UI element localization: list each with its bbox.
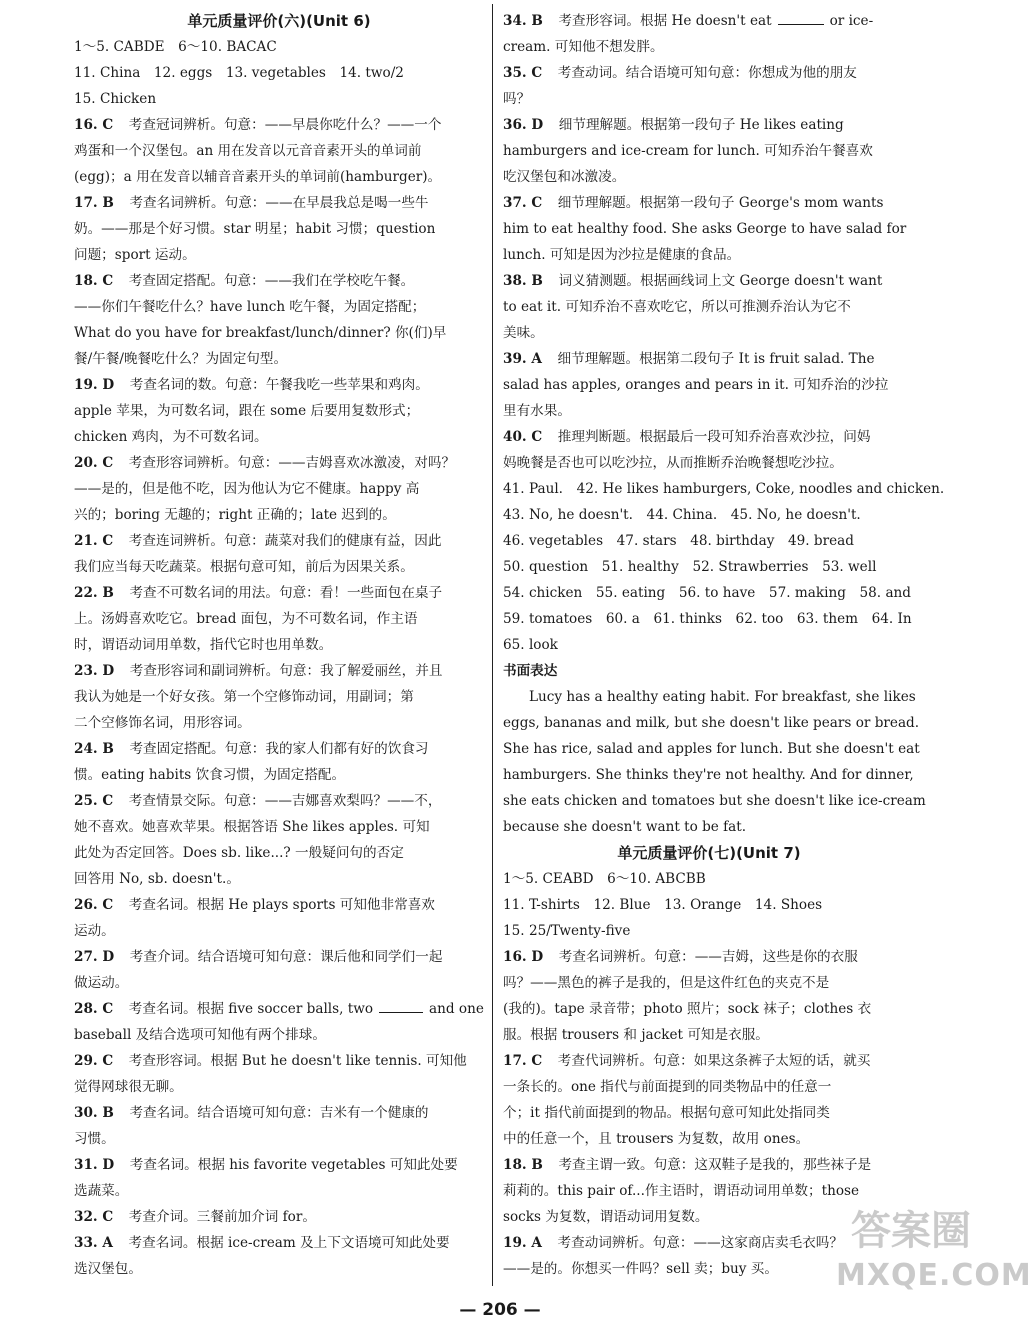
text-line [74,918,484,944]
text-line [503,1100,915,1126]
text-line [74,1256,484,1282]
explanation-text: 考查动词辨析。句意：——这家商店卖毛衣吗？ [557,1235,843,1251]
line-text: What do you have for breakfast/lunch/dinner? 你(们)早 [74,325,447,341]
right-column [503,8,945,1282]
line-text: 兴的；boring 无趣的；right 正确的；late 迟到的。 [74,507,396,523]
question-number: 16. C [74,117,127,133]
question-number: 18. C [74,273,127,289]
text-line [74,190,484,216]
text-line [503,1048,915,1074]
line-text: 一条长的。one 指代与前面提到的同类物品中的任意一 [503,1079,832,1095]
text-line [74,996,484,1022]
text-line [74,60,484,86]
fill-blank [778,12,824,25]
line-text: 二个空修饰名词，用形容词。 [74,715,251,731]
question-number: 22. B [74,585,128,601]
unit6-answer-lines-continued [503,8,945,658]
question-number: 39. A [503,351,556,367]
text-line [74,1022,484,1048]
line-text: 中的任意一个，且 trousers 为复数，故用 ones。 [503,1131,810,1147]
line-text: 选蔬菜。 [74,1183,129,1199]
explanation-text: 考查形容词。根据 He doesn't eat [558,13,772,29]
text-line [503,164,915,190]
line-text: 我们应当每天吃蔬菜。根据句意可知，前后为因果关系。 [74,559,414,575]
line-text: 吃汉堡包和冰激凌。 [503,169,626,185]
text-line [503,242,915,268]
question-number: 23. D [74,663,128,679]
text-line [74,346,484,372]
text-line [74,762,484,788]
text-line [74,736,484,762]
text-line [74,242,484,268]
question-number: 17. C [503,1053,556,1069]
writing-essay [503,684,926,840]
line-text: 妈晚餐是否也可以吃沙拉，从而推断乔治晚餐想吃沙拉。 [503,455,843,471]
line-text: 15. 25/Twenty-five [503,923,631,939]
explanation-text: 考查名词辨析。句意：——吉姆，这些是你的衣服 [558,949,858,965]
explanation-text: 考查名词。根据 five soccer balls, two [128,1001,374,1017]
text-line [74,164,484,190]
question-number: 30. B [74,1105,128,1121]
question-number: 34. B [503,13,557,29]
explanation-text: 词义猜测题。根据画线词上文 George doesn't want [558,273,883,289]
text-line [503,398,915,424]
explanation-text: 考查介词。结合语境可知句意：课后他和同学们一起 [129,949,443,965]
text-line [74,528,484,554]
explanation-text: 细节理解题。根据第二段句子 It is fruit salad. The [557,351,875,367]
question-number: 26. C [74,897,127,913]
line-text: 美味。 [503,325,544,341]
line-text: ——是的，但是他不吃，因为他认为它不健康。happy 高 [74,481,420,497]
question-number: 24. B [74,741,128,757]
text-line [503,866,915,892]
question-number: 25. C [74,793,127,809]
text-line [503,502,915,528]
line-text: 运动。 [74,923,115,939]
explanation-text: 考查冠词辨析。句意：——早晨你吃什么？——一个 [128,117,442,133]
text-line [74,398,484,424]
line-text: lunch. 可知是因为沙拉是健康的食品。 [503,247,741,263]
text-line [503,1074,915,1100]
line-text: 1～5. CEABD 6～10. ABCBB [503,871,706,887]
text-line [503,918,915,944]
line-text: 吗？——黑色的裤子是我的，但是这件红色的夹克不是 [503,975,830,991]
text-line [74,632,484,658]
text-line [74,268,484,294]
text-line [74,450,484,476]
text-line [503,996,915,1022]
line-text-tail: and one [429,1001,484,1017]
text-line [503,450,915,476]
text-line [74,216,484,242]
text-line [503,632,915,658]
explanation-text: 考查情景交际。句意：——吉娜喜欢梨吗？——不， [128,793,442,809]
question-number: 32. C [74,1209,127,1225]
line-text: cream. 可知他不想发胖。 [503,39,664,55]
explanation-text: 考查不可数名词的用法。句意：看！一些面包在桌子 [129,585,443,601]
text-line [74,944,484,970]
line-text: 吗？ [503,91,531,107]
text-line [74,658,484,684]
watermark-logo [836,1206,1032,1316]
line-text: 11. T-shirts 12. Blue 13. Orange 14. Shoes [503,897,823,913]
line-text: 选汉堡包。 [74,1261,142,1277]
text-line [74,814,484,840]
line-text: 11. China 12. eggs 13. vegetables 14. two/2 [74,65,404,81]
line-text: 1～5. CABDE 6～10. BACAC [74,39,277,55]
question-number: 20. C [74,455,127,471]
text-line [74,34,484,60]
line-text: 问题；sport 运动。 [74,247,196,263]
line-text: apple 苹果，为可数名词，跟在 some 后要用复数形式； [74,403,420,419]
explanation-text: 考查介词。三餐前加介词 for。 [128,1209,316,1225]
unit6-heading: 单元质量评价(六)(Unit 6) [187,12,371,30]
text-line [503,1152,915,1178]
explanation-text: 考查固定搭配。句意：我的家人们都有好的饮食习 [129,741,429,757]
line-text: ——你们午餐吃什么？have lunch 吃午餐，为固定搭配； [74,299,426,315]
question-number: 37. C [503,195,556,211]
text-line [74,1204,484,1230]
text-line [74,138,484,164]
text-line [503,60,915,86]
line-text: chicken 鸡肉，为不可数名词。 [74,429,268,445]
explanation-text: 推理判断题。根据最后一段可知乔治喜欢沙拉，问妈 [557,429,871,445]
line-text: 46. vegetables 47. stars 48. birthday 49. bread [503,533,854,549]
explanation-text: 考查名词。根据 ice-cream 及上下文语境可知此处要 [128,1235,450,1251]
text-line [503,424,915,450]
line-text: socks 为复数，谓语动词用复数。 [503,1209,709,1225]
line-text: 觉得网球很无聊。 [74,1079,183,1095]
question-number: 31. D [74,1157,128,1173]
explanation-text: 考查名词。根据 He plays sports 可知他非常喜欢 [128,897,435,913]
unit6-answer-lines [74,34,484,1282]
line-text: to eat it. 可知乔治不喜欢吃它，所以可推测乔治认为它不 [503,299,851,315]
line-text: (我的)。tape 录音带；photo 照片；sock 袜子；clothes 衣 [503,1001,872,1017]
question-number: 38. B [503,273,557,289]
question-number: 28. C [74,1001,127,1017]
line-text: 服。根据 trousers 和 jacket 可知是衣服。 [503,1027,769,1043]
explanation-text: 细节理解题。根据第一段句子 George's mom wants [557,195,884,211]
essay-line: eggs, bananas and milk, but she doesn't like pears or bread. [503,715,920,731]
text-line [503,372,915,398]
text-line [74,112,484,138]
line-text: 15. Chicken [74,91,157,107]
text-line [503,892,915,918]
text-line [503,1178,915,1204]
text-line [74,606,484,632]
left-column [74,8,484,1282]
question-number: 16. D [503,949,557,965]
text-line [74,580,484,606]
explanation-text: 考查形容词。根据 But he doesn't like tennis. 可知他 [128,1053,467,1069]
text-line [74,372,484,398]
line-text: salad has apples, oranges and pears in it. 可知乔治的沙拉 [503,377,889,393]
explanation-text: 考查动词。结合语境可知句意：你想成为他的朋友 [557,65,857,81]
unit7-heading: 单元质量评价(七)(Unit 7) [617,844,801,862]
essay-line: hamburgers. She thinks they're not healthy. And for dinner, [503,767,914,783]
line-text: 鸡蛋和一个汉堡包。an 用在发音以元音音素开头的单词前 [74,143,422,159]
text-line [74,1126,484,1152]
question-number: 17. B [74,195,128,211]
line-text: 个；it 指代前面提到的物品。根据句意可知此处指同类 [503,1105,830,1121]
watermark-cn-text: 答案圈 [851,1208,971,1254]
text-line [74,1100,484,1126]
text-line [503,268,915,294]
line-text: 里有水果。 [503,403,571,419]
line-text: 上。汤姆喜欢吃它。bread 面包，为不可数名词，作主语 [74,611,418,627]
text-line [74,684,484,710]
question-number: 18. B [503,1157,557,1173]
text-line [503,34,915,60]
line-text: 43. No, he doesn't. 44. China. 45. No, he doesn't. [503,507,861,523]
line-text: him to eat healthy food. She asks George to have salad for [503,221,907,237]
line-text: 习惯。 [74,1131,115,1147]
line-text: 莉莉的。this pair of...作主语时，谓语动词用单数；those [503,1183,860,1199]
text-line [503,1126,915,1152]
text-line [503,320,915,346]
text-line [503,112,915,138]
question-number: 27. D [74,949,128,965]
explanation-text: 考查代词辨析。句意：如果这条裤子太短的话，就买 [557,1053,871,1069]
text-line [503,944,915,970]
explanation-text: 考查名词。结合语境可知句意：吉米有一个健康的 [129,1105,429,1121]
column-divider [492,4,493,1286]
text-line [74,866,484,892]
explanation-text: 考查形容词辨析。句意：——吉姆喜欢冰激凌，对吗？ [128,455,456,471]
text-line [74,1074,484,1100]
line-text: 59. tomatoes 60. a 61. thinks 62. too 63. them 64. In [503,611,912,627]
text-line [74,1152,484,1178]
question-number: 29. C [74,1053,127,1069]
text-line [503,346,915,372]
essay-line: she eats chicken and tomatoes but she doesn't like ice-cream [503,793,926,809]
explanation-text: 考查主谓一致。句意：这双鞋子是我的，那些袜子是 [558,1157,872,1173]
text-line [74,424,484,450]
question-number: 19. D [74,377,128,393]
line-text: hamburgers and ice-cream for lunch. 可知乔治午餐喜欢 [503,143,873,159]
page-number: — 206 — [459,1300,541,1320]
watermark-en-text: MXQE.COM [836,1258,1032,1293]
line-text: 餐/午餐/晚餐吃什么？为固定句型。 [74,351,288,367]
text-line [74,320,484,346]
text-line [503,528,915,554]
line-text: 时，谓语动词用单数，指代它时也用单数。 [74,637,333,653]
explanation-text: 考查名词的数。句意：午餐我吃一些苹果和鸡肉。 [129,377,429,393]
text-line [503,554,915,580]
line-text: 惯。eating habits 饮食习惯，为固定搭配。 [74,767,346,783]
writing-section-title: 书面表达 [503,663,558,679]
text-line [74,1048,484,1074]
question-number: 33. A [74,1235,127,1251]
text-line [74,502,484,528]
essay-line: Lucy has a healthy eating habit. For breakfast, she likes [529,689,916,705]
text-line [503,8,915,34]
text-line [74,1230,484,1256]
question-number: 19. A [503,1235,556,1251]
text-line [503,190,915,216]
line-text: 奶。——那是个好习惯。star 明星；habit 习惯；question [74,221,436,237]
line-text: 她不喜欢。她喜欢苹果。根据答语 She likes apples. 可知 [74,819,430,835]
line-text: baseball 及结合选项可知他有两个排球。 [74,1027,326,1043]
fill-blank [379,1000,423,1013]
line-text: 41. Paul. 42. He likes hamburgers, Coke, noodles and chicken. [503,481,945,497]
text-line [74,476,484,502]
line-text: 做运动。 [74,975,129,991]
line-text: 54. chicken 55. eating 56. to have 57. making 58. and [503,585,912,601]
explanation-text: 考查名词辨析。句意：——在早晨我总是喝一些牛 [129,195,429,211]
explanation-text: 考查固定搭配。句意：——我们在学校吃午餐。 [128,273,415,289]
explanation-text: 考查形容词和副词辨析。句意：我了解爱丽丝，并且 [129,663,443,679]
question-number: 40. C [503,429,556,445]
line-text: (egg)；a 用在发音以辅音音素开头的单词前(hamburger)。 [74,169,442,185]
text-line [503,216,915,242]
text-line [74,1178,484,1204]
text-line [503,606,915,632]
text-line [74,970,484,996]
text-line [503,1022,915,1048]
explanation-text: 细节理解题。根据第一段句子 He likes eating [558,117,844,133]
text-line [503,970,915,996]
text-line [503,580,915,606]
question-number: 21. C [74,533,127,549]
question-number: 36. D [503,117,557,133]
text-line [503,476,945,502]
text-line [74,86,484,112]
text-line [74,710,484,736]
text-line [503,86,915,112]
text-line [74,840,484,866]
text-line [503,294,915,320]
essay-line: because she doesn't want to be fat. [503,819,747,835]
text-line [74,294,484,320]
text-line [74,892,484,918]
text-line [503,138,915,164]
explanation-text: 考查连词辨析。句意：蔬菜对我们的健康有益，因此 [128,533,442,549]
line-text: 此处为否定回答。Does sb. like...? 一般疑问句的否定 [74,845,404,861]
line-text: 回答用 No, sb. doesn't.。 [74,871,240,887]
line-text: 50. question 51. healthy 52. Strawberries 53. well [503,559,877,575]
line-text: 我认为她是一个好女孩。第一个空修饰动词，用副词；第 [74,689,414,705]
line-text: 65. look [503,637,558,653]
line-text: ——是的。你想买一件吗？sell 卖；buy 买。 [503,1261,778,1277]
essay-line: She has rice, salad and apples for lunch. But she doesn't eat [503,741,920,757]
line-text-tail: or ice- [829,13,874,29]
text-line [74,554,484,580]
text-line [74,788,484,814]
question-number: 35. C [503,65,556,81]
explanation-text: 考查名词。根据 his favorite vegetables 可知此处要 [129,1157,458,1173]
